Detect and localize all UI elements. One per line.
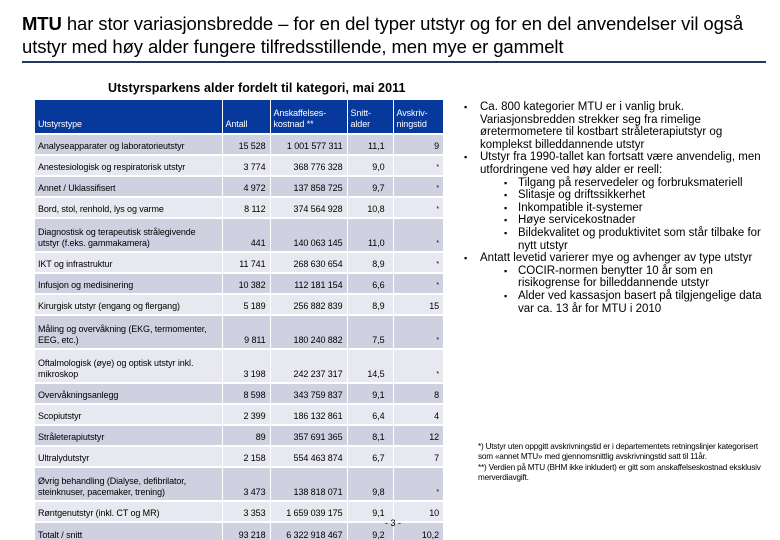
cell-avskrivningstid: * — [393, 176, 443, 197]
cell-utstyrstype: Infusjon og medisinering — [35, 273, 222, 294]
table-row — [35, 501, 443, 522]
table-row — [35, 315, 443, 349]
cell-kostnad: 554 463 874 — [270, 446, 347, 467]
slide-title — [22, 12, 767, 58]
table-row — [35, 425, 443, 446]
table-title: Utstyrsparkens alder fordelt til kategori, mai 2011 — [108, 81, 406, 95]
equipment-age-table — [35, 100, 443, 540]
cell-avskrivningstid: * — [393, 197, 443, 218]
cell-antall: 9 811 — [222, 315, 270, 349]
table-row — [35, 467, 443, 501]
table-row — [35, 446, 443, 467]
cell-utstyrstype: Annet / Uklassifisert — [35, 176, 222, 197]
table-row — [35, 155, 443, 176]
cell-snittalder: 7,5 — [347, 315, 393, 349]
cell-antall: 2 158 — [222, 446, 270, 467]
table-row — [35, 218, 443, 252]
cell-kostnad: 1 659 039 175 — [270, 501, 347, 522]
cell-snittalder: 8,9 — [347, 252, 393, 273]
cell-utstyrstype: Totalt / snitt — [35, 522, 222, 540]
title-divider — [22, 61, 766, 63]
cell-antall: 5 189 — [222, 294, 270, 315]
cell-utstyrstype: IKT og infrastruktur — [35, 252, 222, 273]
table-row — [35, 294, 443, 315]
table-row — [35, 404, 443, 425]
cell-avskrivningstid: 9 — [393, 134, 443, 155]
sub-bullet-item: ▪ Inkompatible it-systemer — [460, 202, 770, 215]
slide-title-bold: MTU — [22, 13, 62, 34]
cell-antall: 4 972 — [222, 176, 270, 197]
slide-title-text: har stor variasjonsbredde – for en del typer utstyr og for en del anvendelser vil også utstyr med høy alder fungere tilfredsstillende, men mye er gammelt — [22, 13, 744, 57]
cell-utstyrstype: Diagnostisk og terapeutisk strålegivende utstyr (f.eks. gammakamera) — [35, 218, 222, 252]
cell-snittalder: 9,2 — [347, 522, 393, 540]
table-row — [35, 134, 443, 155]
cell-antall: 15 528 — [222, 134, 270, 155]
header-antall: Antall — [222, 100, 270, 134]
cell-avskrivningstid: 10 — [393, 501, 443, 522]
cell-antall: 89 — [222, 425, 270, 446]
cell-avskrivningstid: 8 — [393, 383, 443, 404]
cell-snittalder: 9,1 — [347, 383, 393, 404]
cell-utstyrstype: Bord, stol, renhold, lys og varme — [35, 197, 222, 218]
table-row — [35, 176, 443, 197]
cell-antall: 11 741 — [222, 252, 270, 273]
cell-utstyrstype: Scopiutstyr — [35, 404, 222, 425]
table-row — [35, 252, 443, 273]
sub-bullet-item: ▪ Tilgang på reservedeler og forbruksmateriell — [460, 177, 770, 190]
table-row — [35, 349, 443, 383]
cell-antall: 93 218 — [222, 522, 270, 540]
cell-snittalder: 9,8 — [347, 467, 393, 501]
header-anskaffelseskostnad: Anskaffelses-kostnad ** — [270, 100, 347, 134]
bullet-list — [460, 101, 770, 315]
cell-kostnad: 186 132 861 — [270, 404, 347, 425]
header-avskrivningstid: Avskriv-ningstid — [393, 100, 443, 134]
cell-avskrivningstid: * — [393, 467, 443, 501]
sub-bullet-item: ▪ Alder ved kassasjon basert på tilgjengelige data var ca. 13 år for MTU i 2010 — [460, 290, 770, 315]
cell-snittalder: 14,5 — [347, 349, 393, 383]
cell-kostnad: 112 181 154 — [270, 273, 347, 294]
cell-kostnad: 343 759 837 — [270, 383, 347, 404]
cell-utstyrstype: Analyseapparater og laboratorieutstyr — [35, 134, 222, 155]
cell-utstyrstype: Røntgenutstyr (inkl. CT og MR) — [35, 501, 222, 522]
cell-utstyrstype: Anestesiologisk og respiratorisk utstyr — [35, 155, 222, 176]
footnote-1: *) Utstyr uten oppgitt avskrivningstid er i departementets retningslinjer kategorisert som «annet MTU» med gjennomsnittlig avskrivningstid satt til 11år. — [478, 442, 758, 462]
cell-antall: 8 112 — [222, 197, 270, 218]
cell-avskrivningstid: * — [393, 252, 443, 273]
cell-kostnad: 137 858 725 — [270, 176, 347, 197]
cell-antall: 8 598 — [222, 383, 270, 404]
bullet-item: ▪ Utstyr fra 1990-tallet kan fortsatt være anvendelig, men utfordringene ved høy alder er reell: — [460, 151, 770, 176]
cell-utstyrstype: Kirurgisk utstyr (engang og flergang) — [35, 294, 222, 315]
header-utstyrstype: Utstyrstype — [35, 100, 222, 134]
cell-avskrivningstid: * — [393, 273, 443, 294]
bullet-item: ▪ Ca. 800 kategorier MTU er i vanlig bruk. Variasjonsbredden strekker seg fra rimelige øretermometere til kostbart stråleterapiutstyr og komplekst billeddannende utstyr — [460, 101, 770, 151]
cell-antall: 3 353 — [222, 501, 270, 522]
cell-kostnad: 140 063 145 — [270, 218, 347, 252]
cell-snittalder: 9,7 — [347, 176, 393, 197]
cell-antall: 10 382 — [222, 273, 270, 294]
cell-snittalder: 8,1 — [347, 425, 393, 446]
cell-avskrivningstid: 10,2 — [393, 522, 443, 540]
sub-bullet-item: ▪ Bildekvalitet og produktivitet som står tilbake for nytt utstyr — [460, 227, 770, 252]
table-header-row — [35, 100, 443, 134]
table-row — [35, 197, 443, 218]
cell-snittalder: 9,0 — [347, 155, 393, 176]
cell-kostnad: 374 564 928 — [270, 197, 347, 218]
cell-avskrivningstid: 7 — [393, 446, 443, 467]
sub-bullet-item: ▪ COCIR-normen benytter 10 år som en risikogrense for billeddannende utstyr — [460, 265, 770, 290]
cell-utstyrstype: Øvrig behandling (Dialyse, defibrilator, steinknuser, pacemaker, trening) — [35, 467, 222, 501]
cell-snittalder: 10,8 — [347, 197, 393, 218]
cell-utstyrstype: Stråleterapiutstyr — [35, 425, 222, 446]
cell-snittalder: 6,4 — [347, 404, 393, 425]
footnote-2: **) Verdien på MTU (BHM ikke inkludert) er gitt som anskaffelseskostnad eksklusiv merverdiavgift. — [478, 462, 761, 483]
cell-kostnad: 180 240 882 — [270, 315, 347, 349]
bullet-item: ▪ Antatt levetid varierer mye og avhenger av type utstyr — [460, 252, 770, 265]
cell-kostnad: 268 630 654 — [270, 252, 347, 273]
sub-bullet-item: ▪ Slitasje og driftssikkerhet — [460, 189, 770, 202]
cell-kostnad: 256 882 839 — [270, 294, 347, 315]
cell-kostnad: 357 691 365 — [270, 425, 347, 446]
cell-avskrivningstid: * — [393, 349, 443, 383]
cell-antall: 3 198 — [222, 349, 270, 383]
cell-antall: 3 473 — [222, 467, 270, 501]
cell-snittalder: 6,6 — [347, 273, 393, 294]
cell-snittalder: 11,1 — [347, 134, 393, 155]
cell-kostnad: 6 322 918 467 — [270, 522, 347, 540]
table-row — [35, 383, 443, 404]
cell-avskrivningstid: 12 — [393, 425, 443, 446]
cell-antall: 3 774 — [222, 155, 270, 176]
cell-avskrivningstid: * — [393, 155, 443, 176]
table-row — [35, 522, 443, 540]
cell-avskrivningstid: * — [393, 315, 443, 349]
cell-utstyrstype: Overvåkningsanlegg — [35, 383, 222, 404]
cell-avskrivningstid: 15 — [393, 294, 443, 315]
cell-snittalder: 6,7 — [347, 446, 393, 467]
cell-antall: 441 — [222, 218, 270, 252]
cell-utstyrstype: Ultralydutstyr — [35, 446, 222, 467]
cell-kostnad: 368 776 328 — [270, 155, 347, 176]
cell-snittalder: 9,1 — [347, 501, 393, 522]
header-snittalder: Snitt-alder — [347, 100, 393, 134]
cell-avskrivningstid: 4 — [393, 404, 443, 425]
cell-snittalder: 11,0 — [347, 218, 393, 252]
cell-kostnad: 1 001 577 311 — [270, 134, 347, 155]
sub-bullet-item: ▪ Høye servicekostnader — [460, 214, 770, 227]
cell-utstyrstype: Måling og overvåkning (EKG, termomenter, EEG, etc.) — [35, 315, 222, 349]
cell-kostnad: 138 818 071 — [270, 467, 347, 501]
cell-kostnad: 242 237 317 — [270, 349, 347, 383]
cell-snittalder: 8,9 — [347, 294, 393, 315]
page-number: - 3 - — [385, 518, 402, 528]
table-row — [35, 273, 443, 294]
cell-antall: 2 399 — [222, 404, 270, 425]
footnotes — [478, 442, 768, 484]
cell-utstyrstype: Oftalmologisk (øye) og optisk utstyr inkl. mikroskop — [35, 349, 222, 383]
cell-avskrivningstid: * — [393, 218, 443, 252]
